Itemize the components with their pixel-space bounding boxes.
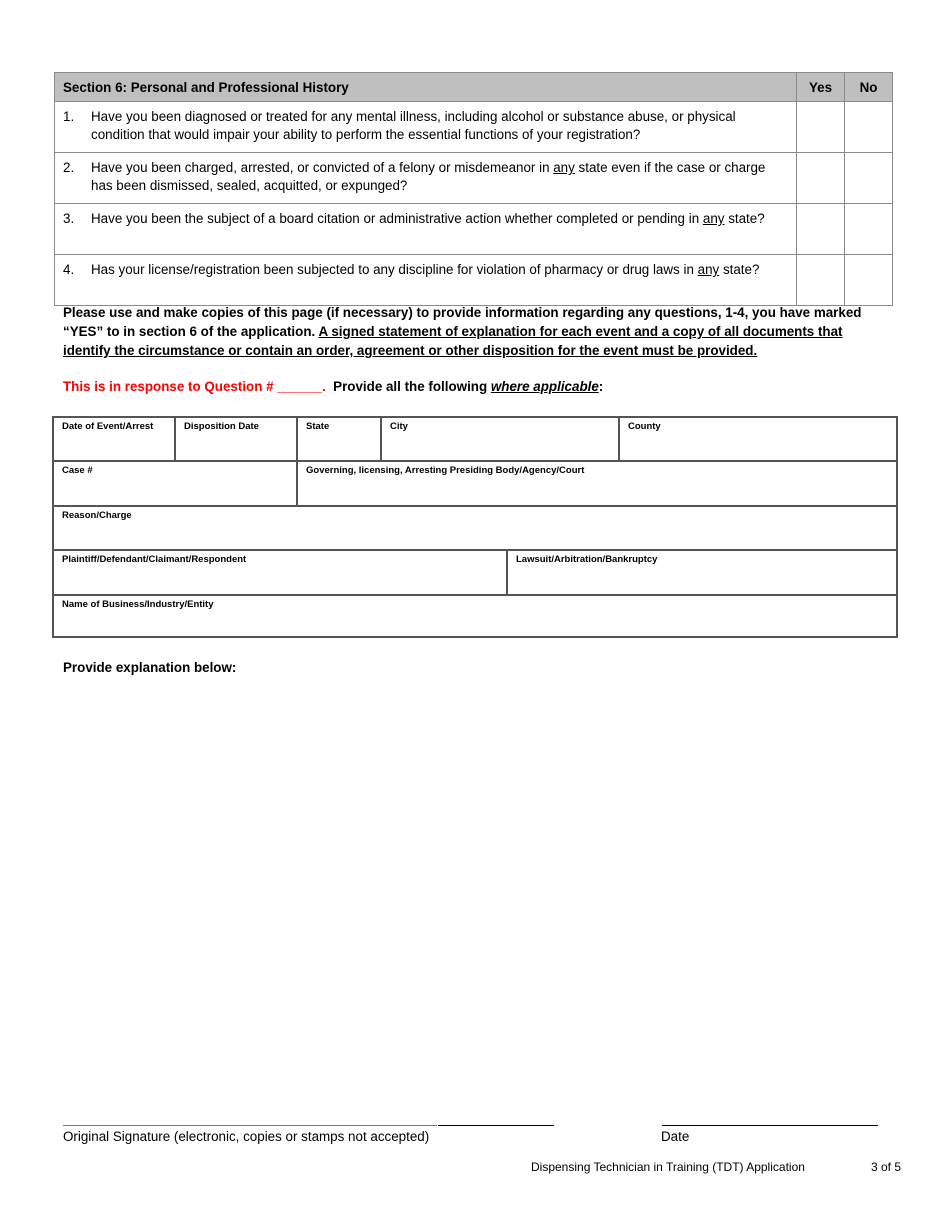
disposition-date-label: Disposition Date <box>184 421 259 432</box>
signature-line[interactable] <box>63 1125 437 1126</box>
yes-column-header: Yes <box>797 73 845 102</box>
instructions-text: Please use and make copies of this page (if necessary) to provide information regarding any questions, 1-4, you have marked “YES” to in section 6 of the application. <box>63 305 862 339</box>
business-name-label: Name of Business/Industry/Entity <box>62 599 214 610</box>
question-emphasis: any <box>553 160 575 175</box>
where-applicable-text: where applicable <box>490 379 599 394</box>
question-body-end: state? <box>719 262 760 277</box>
question-body: Have you been the subject of a board citation or administrative action whether completed or pending in <box>91 211 703 226</box>
footer-title: Dispensing Technician in Training (TDT) Application <box>531 1160 805 1174</box>
date-of-event-label: Date of Event/Arrest <box>62 421 154 432</box>
reason-charge-field[interactable] <box>53 506 897 550</box>
question-emphasis: any <box>697 262 720 277</box>
no-column-header: No <box>845 73 893 102</box>
provide-text: Provide all the following <box>325 379 491 394</box>
question-number-blank[interactable]: This is in response to Question # ______. <box>63 379 326 394</box>
question-text <box>55 255 797 306</box>
case-number-label: Case # <box>62 465 93 476</box>
reason-charge-label: Reason/Charge <box>62 510 132 521</box>
question-number: 3. <box>63 211 75 226</box>
question-emphasis: any <box>702 211 725 226</box>
date-line[interactable] <box>662 1125 878 1126</box>
question-row-2 <box>55 153 893 204</box>
explanation-area[interactable] <box>63 690 893 1100</box>
question-body-end: state? <box>724 211 765 226</box>
state-field[interactable] <box>297 417 381 461</box>
page-number: 3 of 5 <box>871 1160 902 1174</box>
no-box-4[interactable] <box>845 255 893 306</box>
city-field[interactable] <box>381 417 619 461</box>
no-box-2[interactable] <box>845 153 893 204</box>
case-number-field[interactable] <box>53 461 297 506</box>
section-title: Section 6: Personal and Professional History <box>55 73 797 102</box>
yes-box-4[interactable] <box>797 255 845 306</box>
colon: : <box>598 379 604 394</box>
question-number: 1. <box>63 109 75 124</box>
question-body-end: state even if the case or charge has been dismissed, sealed, acquitted, or expunged? <box>91 160 766 193</box>
question-body: Has your license/registration been subjected to any discipline for violation of pharmacy or drug laws in <box>91 262 698 277</box>
county-label: County <box>628 421 661 432</box>
parties-label: Plaintiff/Defendant/Claimant/Respondent <box>62 554 247 565</box>
instructions-requirement: A signed statement of explanation for each event and a copy of all documents that identify the circumstance or contain an order, agreement or other disposition for the event must be provided. <box>63 324 843 358</box>
governing-body-label: Governing, licensing, Arresting Presiding Body/Agency/Court <box>306 465 585 476</box>
no-box-1[interactable] <box>845 102 893 153</box>
signature-label: Original Signature (electronic, copies or stamps not accepted) <box>63 1129 430 1144</box>
question-text <box>55 153 797 204</box>
yes-box-1[interactable] <box>797 102 845 153</box>
instructions-paragraph <box>63 303 883 360</box>
governing-body-field[interactable] <box>297 461 897 506</box>
question-body: Have you been diagnosed or treated for any mental illness, including alcohol or substance abuse, or physical condition that would impair your ability to perform the essential functions of your registration? <box>91 109 736 142</box>
no-box-3[interactable] <box>845 204 893 255</box>
yes-box-2[interactable] <box>797 153 845 204</box>
event-details-grid <box>52 416 898 638</box>
question-row-1 <box>55 102 893 153</box>
parties-field[interactable] <box>53 550 507 595</box>
question-row-4 <box>55 255 893 306</box>
question-number: 2. <box>63 160 75 175</box>
question-text <box>55 204 797 255</box>
date-of-event-field[interactable] <box>53 417 175 461</box>
city-label: City <box>390 421 408 432</box>
question-number: 4. <box>63 262 75 277</box>
lawsuit-field[interactable] <box>507 550 897 595</box>
yes-box-3[interactable] <box>797 204 845 255</box>
question-body: Have you been charged, arrested, or convicted of a felony or misdemeanor in <box>91 160 554 175</box>
question-text <box>55 102 797 153</box>
county-field[interactable] <box>619 417 897 461</box>
date-label: Date <box>661 1129 690 1144</box>
explanation-label: Provide explanation below: <box>63 660 237 675</box>
lawsuit-label: Lawsuit/Arbitration/Bankruptcy <box>516 554 658 565</box>
personal-history-table <box>54 72 893 306</box>
question-row-3 <box>55 204 893 255</box>
response-line <box>63 379 603 394</box>
signature-line-end <box>438 1125 554 1126</box>
business-name-field[interactable] <box>53 595 897 637</box>
state-label: State <box>306 421 330 432</box>
disposition-date-field[interactable] <box>175 417 297 461</box>
